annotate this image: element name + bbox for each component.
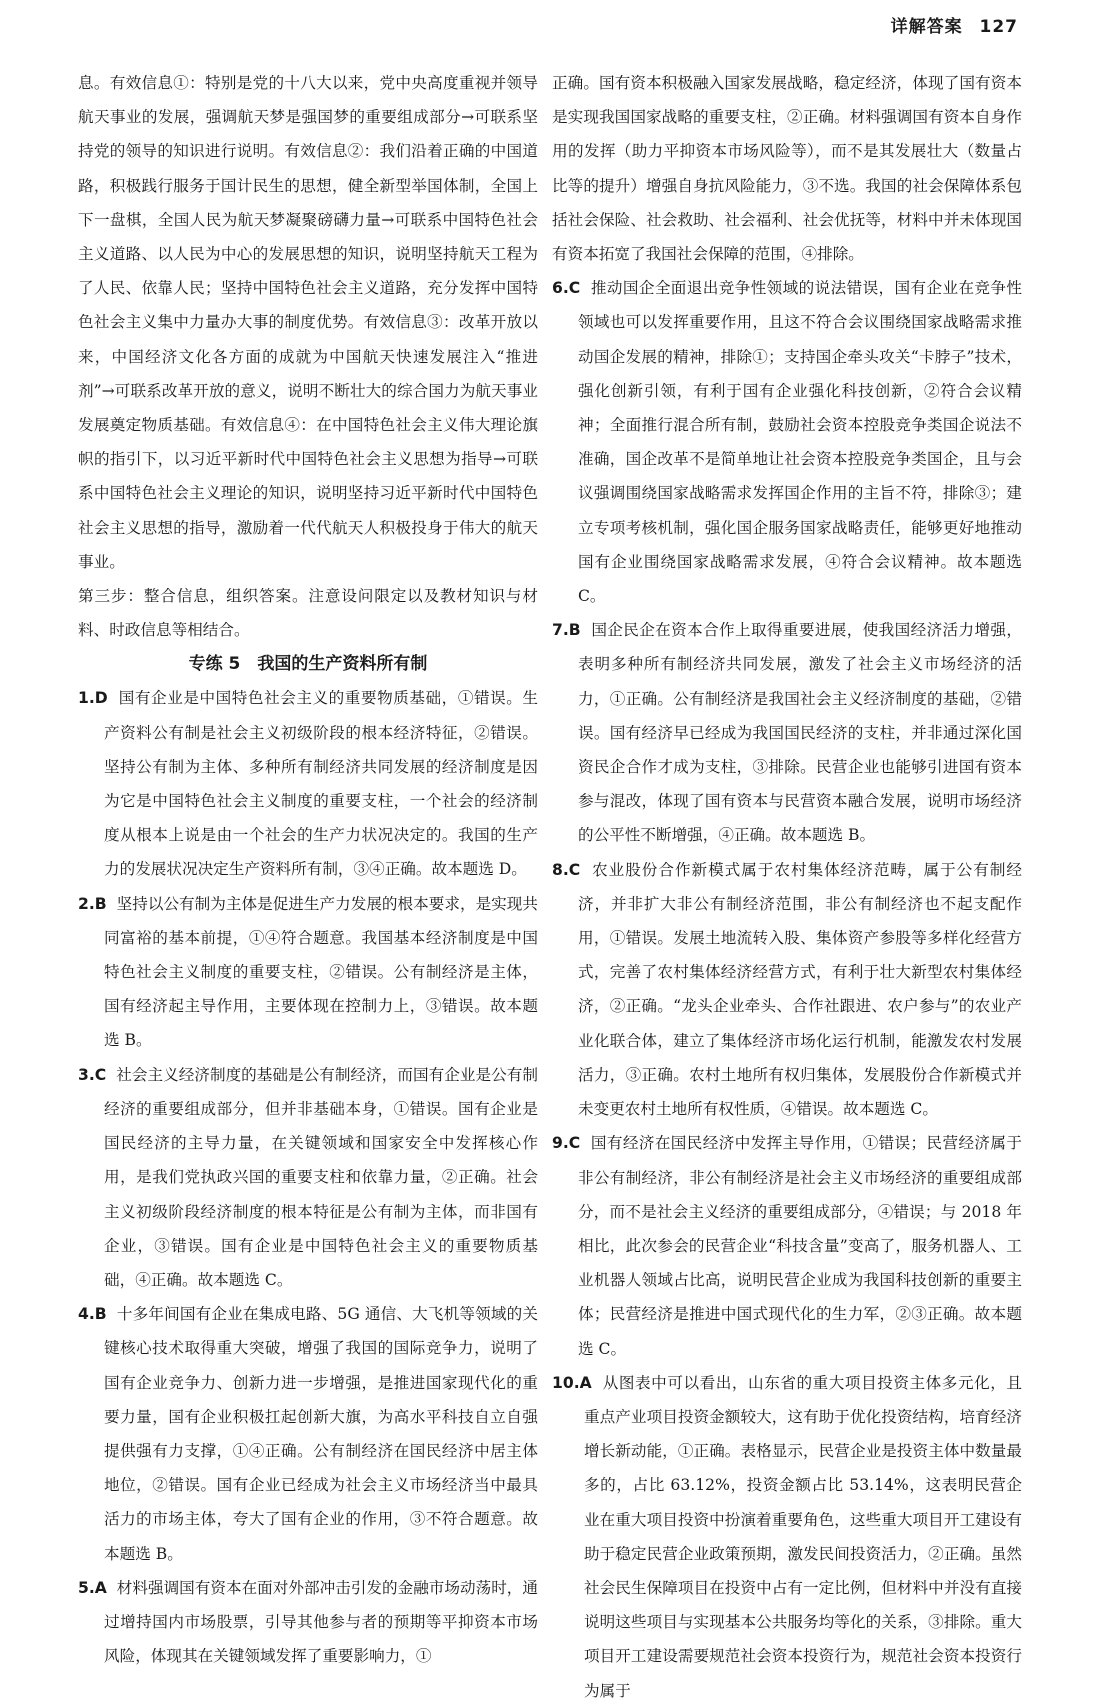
continuation-text: 息。有效信息①：特别是党的十八大以来，党中央高度重视并领导航天事业的发展，强调航天梦是强国梦的重要组成部分→可联系坚持党的领导的知识进行说明。有效信息②：我们沿着正确的中国道路，积极践行服务于国计民生的思想，健全新型举国体制，全国上下一盘棋，全国人民为航天梦凝聚磅礴力量→可联系中国特色社会主义道路、以人民为中心的发展思想的知识，说明坚持航天工程为了人民、依靠人民；坚持中国特色社会主义道路，充分发挥中国特色社会主义集中力量办大事的制度优势。有效信息③：改革开放以来，中国经济文化各方面的成就为中国航天快速发展注入“推进剂”→可联系改革开放的意义，说明不断壮大的综合国力为航天事业发展奠定物质基础。有效信息④：在中国特色社会主义伟大理论旗帜的指引下，以习近平新时代中国特色社会主义思想为指导→可联系中国特色社会主义理论的知识，说明坚持习近平新时代中国特色社会主义思想的指导，激励着一代代航天人积极投身于伟大的航天事业。 — [78, 74, 538, 571]
answer-item — [78, 681, 538, 886]
answer-item — [552, 271, 1022, 613]
page-header — [881, 12, 1018, 37]
right-column — [552, 66, 1022, 1708]
answer-number: 8.C — [552, 860, 581, 879]
answer-item — [78, 1571, 538, 1674]
answer-item — [78, 1058, 538, 1297]
answer-item — [78, 1297, 538, 1571]
step-three-text: 第三步：整合信息，组织答案。注意设问限定以及教材知识与材料、时政信息等相结合。 — [78, 587, 538, 640]
header-title: 详解答案 — [890, 17, 963, 37]
answer-item — [78, 887, 538, 1058]
answer-text: 社会主义经济制度的基础是公有制经济，而国有企业是公有制经济的重要组成部分，但并非基础本身，①错误。国有企业是国民经济的主导力量，在关键领域和国家安全中发挥核心作用，是我们党执政兴国的重要支柱和依靠力量，②正确。社会主义初级阶段经济制度的根本特征是公有制为主体，而非国有企业，③错误。国有企业是中国特色社会主义的重要物质基础，④正确。故本题选 C。 — [104, 1065, 538, 1289]
answer-number: 10.A — [552, 1373, 592, 1392]
answer-text: 推动国企全面退出竞争性领域的说法错误，国有企业在竞争性领域也可以发挥重要作用，且这不符合会议围绕国家战略需求推动国企发展的精神，排除①；支持国企牵头攻关“卡脖子”技术，强化创新引领，有利于国有企业强化科技创新，②符合会议精神；全面推行混合所有制，鼓励社会资本控股竞争类国企说法不准确，国企改革不是简单地让社会资本控股竞争类国企，且与会议强调围绕国家战略需求发挥国企作用的主旨不符，排除③；建立专项考核机制，强化国企服务国家战略责任，能够更好地推动国有企业围绕国家战略需求发展，④符合会议精神。故本题选 C。 — [578, 279, 1022, 606]
section-title: 专练 5 我国的生产资料所有制 — [188, 654, 428, 675]
left-column — [78, 66, 538, 1673]
answer-text: 从图表中可以看出，山东省的重大项目投资主体多元化，且重点产业项目投资金额较大，这有助于优化投资结构，培育经济增长新动能，①正确。表格显示，民营企业是投资主体中数量最多的，占比 63.12%，投资金额占比 53.14%，这表明民营企业在重大项目投资中扮演着重要角色，这些重大项目开工建设有助于稳定民营企业政策预期，激发民间投资活力，②正确。虽然社会民生保障项目在投资中占有一定比例，但材料中并没有直接说明这些项目与实现基本公共服务均等化的关系，③排除。重大项目开工建设需要规范社会资本投资行为，规范社会资本投资行为属于 — [584, 1373, 1022, 1700]
answer-number: 5.A — [78, 1578, 107, 1597]
answer-text: 国企民企在资本合作上取得重要进展，使我国经济活力增强，表明多种所有制经济共同发展，激发了社会主义市场经济的活力，①正确。公有制经济是我国社会主义经济制度的基础，②错误。国有经济早已经成为我国国民经济的支柱，并非通过深化国资民企合作才成为支柱，③排除。民营企业也能够引进国有资本参与混改，体现了国有资本与民营资本融合发展，说明市场经济的公平性不断增强，④正确。故本题选 B。 — [578, 621, 1022, 845]
answer-number: 1.D — [78, 689, 108, 708]
answer-text: 国有经济在国民经济中发挥主导作用，①错误；民营经济属于非公有制经济，非公有制经济是社会主义市场经济的重要组成部分，而不是社会主义经济的重要组成部分，④错误；与 2018 年相比，此次参会的民营企业“科技含量”变高了，服务机器人、工业机器人领域占比高，说明民营企业成为我国科技创新的重要主体；民营经济是推进中国式现代化的生力军，②③正确。故本题选 C。 — [578, 1134, 1022, 1358]
answer-item — [552, 853, 1022, 1127]
answer-number: 2.B — [78, 894, 107, 913]
continuation-text: 正确。国有资本积极融入国家发展战略，稳定经济，体现了国有资本是实现我国国家战略的重要支柱，②正确。材料强调国有资本自身作用的发挥（助力平抑资本市场风险等），而不是其发展壮大（数量占比等的提升）增强自身抗风险能力，③不选。我国的社会保障体系包括社会保险、社会救助、社会福利、社会优抚等，材料中并未体现国有资本拓宽了我国社会保障的范围，④排除。 — [552, 74, 1022, 264]
answer-item — [552, 1126, 1022, 1365]
answer-text: 坚持以公有制为主体是促进生产力发展的根本要求，是实现共同富裕的基本前提，①④符合题意。我国基本经济制度是中国特色社会主义制度的重要支柱，②错误。公有制经济是主体，国有经济起主导作用，主要体现在控制力上，③错误。故本题选 B。 — [104, 894, 538, 1050]
answer-number: 4.B — [78, 1305, 107, 1324]
answer-item — [552, 1366, 1022, 1708]
answer-number: 7.B — [552, 621, 581, 640]
answer-text: 材料强调国有资本在面对外部冲击引发的金融市场动荡时，通过增持国内市场股票，引导其他参与者的预期等平抑资本市场风险，体现其在关键领域发挥了重要影响力，① — [104, 1578, 538, 1666]
answer-text: 十多年间国有企业在集成电路、5G 通信、大飞机等领域的关键核心技术取得重大突破，增强了我国的国际竞争力，说明了国有企业竞争力、创新力进一步增强，是推进国家现代化的重要力量，国有企业积极扛起创新大旗，为高水平科技自立自强提供强有力支撑，①④正确。公有制经济在国民经济中居主体地位，②错误。国有企业已经成为社会主义市场经济当中最具活力的市场主体，夸大了国有企业的作用，③不符合题意。故本题选 B。 — [104, 1305, 538, 1563]
answer-number: 3.C — [78, 1065, 107, 1084]
answer-text: 国有企业是中国特色社会主义的重要物质基础，①错误。生产资料公有制是社会主义初级阶段的根本经济特征，②错误。坚持公有制为主体、多种所有制经济共同发展的经济制度是因为它是中国特色社会主义制度的重要支柱，一个社会的经济制度从根本上说是由一个社会的生产力状况决定的。我国的生产力的发展状况决定生产资料所有制，③④正确。故本题选 D。 — [104, 689, 538, 879]
answer-item — [552, 613, 1022, 852]
answer-number: 6.C — [552, 279, 581, 298]
answer-number: 9.C — [552, 1134, 581, 1153]
page-number: 127 — [979, 17, 1018, 37]
answer-text: 农业股份合作新模式属于农村集体经济范畴，属于公有制经济，并非扩大非公有制经济范围，非公有制经济也不起支配作用，①错误。发展土地流转入股、集体资产参股等多样化经营方式，完善了农村集体经济经营方式，有利于壮大新型农村集体经济，②正确。“龙头企业牵头、合作社跟进、农户参与”的农业产业化联合体，建立了集体经济市场化运行机制，能激发农村发展活力，③正确。农村土地所有权归集体，发展股份合作新模式并未变更农村土地所有权性质，④错误。故本题选 C。 — [578, 860, 1022, 1119]
